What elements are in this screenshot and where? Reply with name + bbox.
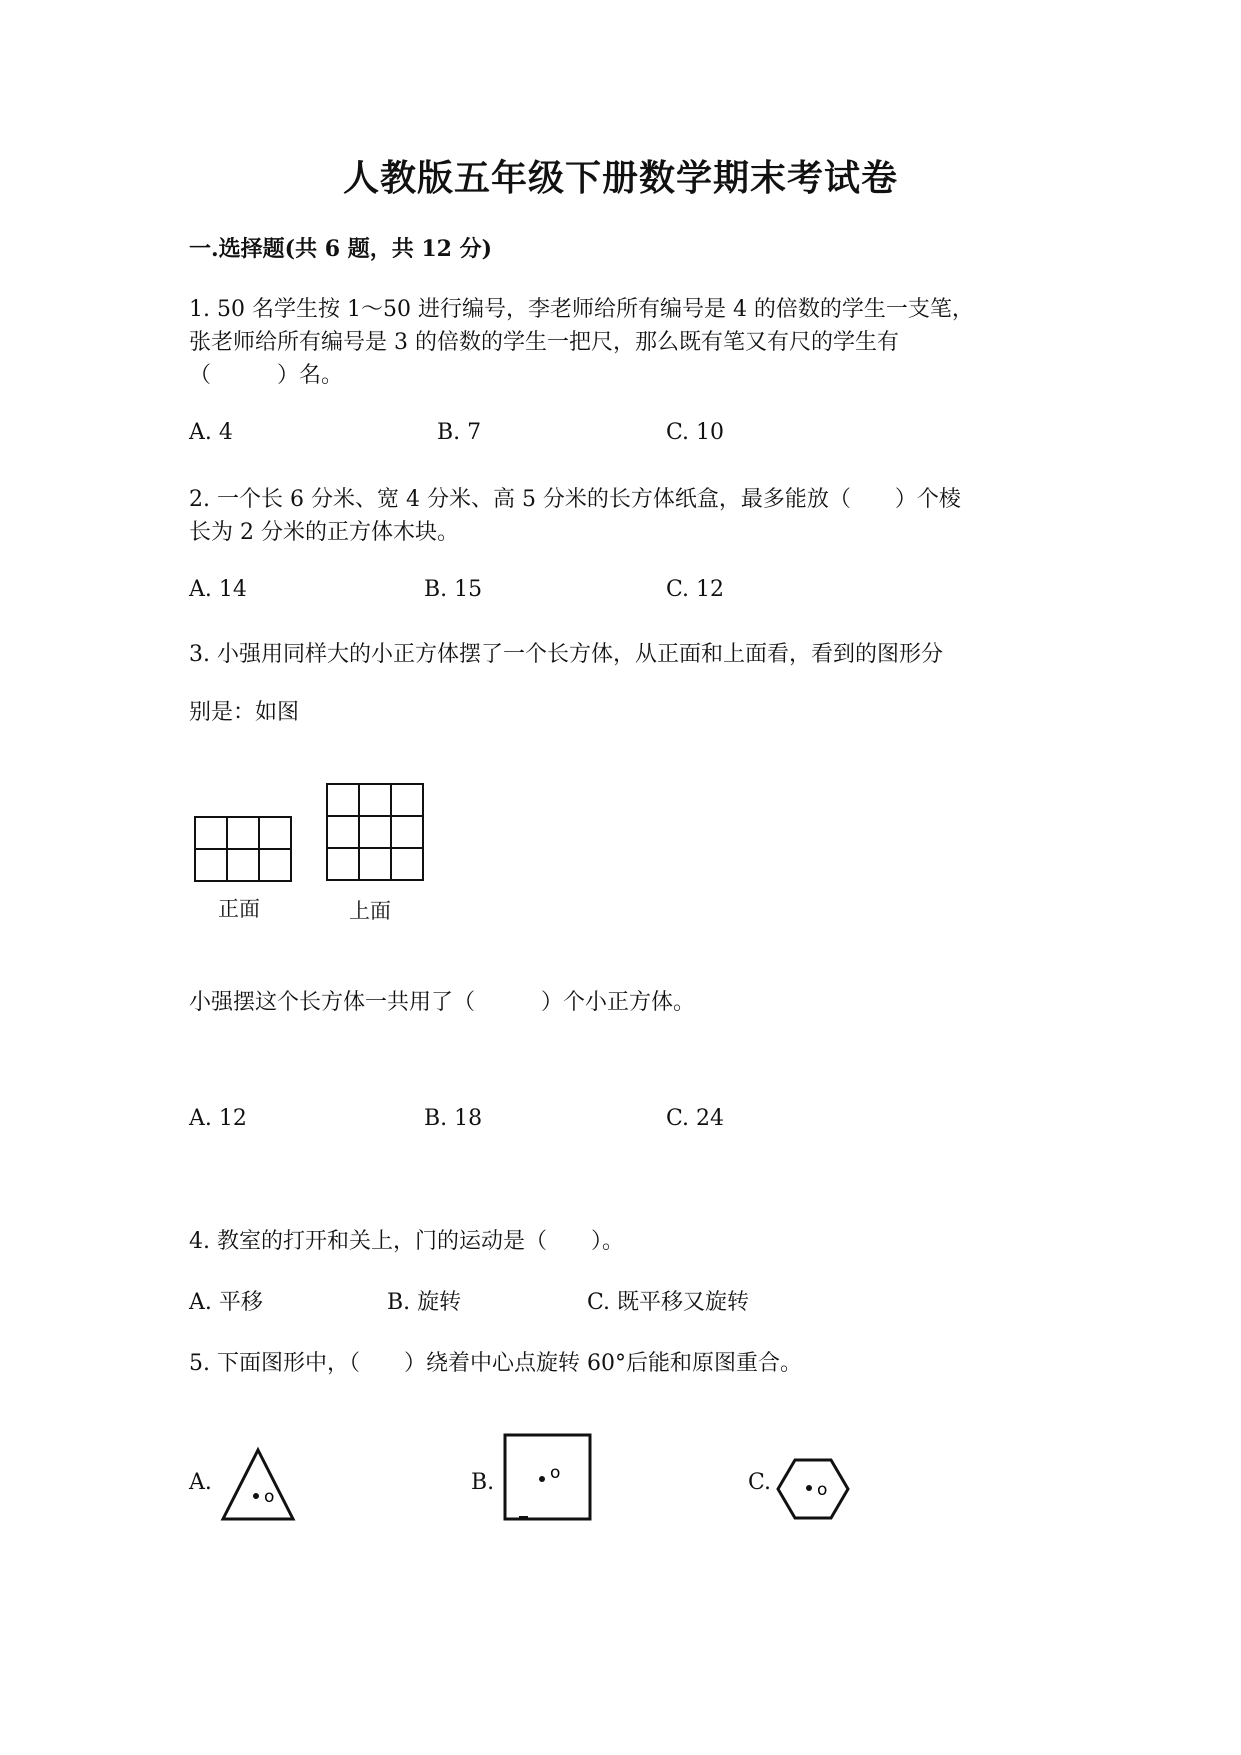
shape-mark: o: [550, 1463, 561, 1483]
question-4-line: 4. 教室的打开和关上，门的运动是（ ）。: [189, 1229, 624, 1254]
front-view-label: 正面: [218, 897, 260, 921]
top-view-grid: [326, 783, 426, 883]
question-3-line-2: 别是：如图: [189, 700, 300, 725]
question-2-line-1: 2. 一个长 6 分米、宽 4 分米、高 5 分米的长方体纸盒，最多能放（ ）个棱: [189, 487, 961, 512]
option-b: B. 旋转: [387, 1290, 462, 1315]
top-view-label: 上面: [349, 899, 391, 923]
option-c: C. 10: [666, 420, 725, 445]
square-shape: [503, 1433, 593, 1523]
option-b: B. 7: [437, 420, 482, 445]
option-b: B.: [471, 1470, 495, 1495]
question-1-line-2: 张老师给所有编号是 3 的倍数的学生一把尺，那么既有笔又有尺的学生有: [189, 330, 899, 355]
option-b: B. 18: [424, 1106, 483, 1131]
section-heading: 一.选择题(共 6 题，共 12 分): [189, 236, 493, 262]
question-1-line-1: 1. 50 名学生按 1～50 进行编号，李老师给所有编号是 4 的倍数的学生一支笔，: [189, 297, 974, 322]
shape-mark: o: [264, 1487, 275, 1507]
option-c: C.: [748, 1470, 772, 1495]
option-b: B. 15: [424, 577, 483, 602]
option-a: A. 12: [189, 1106, 247, 1131]
front-view-grid: [194, 816, 294, 884]
question-3-prompt: 小强摆这个长方体一共用了（ ）个小正方体。: [189, 990, 696, 1015]
triangle-shape: [220, 1448, 300, 1524]
option-c: C. 12: [666, 577, 725, 602]
page-title: 人教版五年级下册数学期末考试卷: [342, 157, 898, 199]
option-c: C. 24: [666, 1106, 725, 1131]
option-a: A. 平移: [189, 1290, 263, 1315]
question-5-line: 5. 下面图形中，（ ）绕着中心点旋转 60°后能和原图重合。: [189, 1351, 802, 1376]
option-a: A. 4: [189, 420, 233, 445]
hexagon-shape: [776, 1458, 856, 1524]
question-3-line-1: 3. 小强用同样大的小正方体摆了一个长方体，从正面和上面看，看到的图形分: [189, 642, 943, 667]
question-1-line-3: （ ）名。: [189, 363, 344, 388]
question-2-line-2: 长为 2 分米的正方体木块。: [189, 520, 459, 545]
option-a: A.: [189, 1470, 212, 1495]
shape-mark: o: [817, 1480, 828, 1500]
option-c: C. 既平移又旋转: [587, 1290, 750, 1315]
option-a: A. 14: [189, 577, 247, 602]
